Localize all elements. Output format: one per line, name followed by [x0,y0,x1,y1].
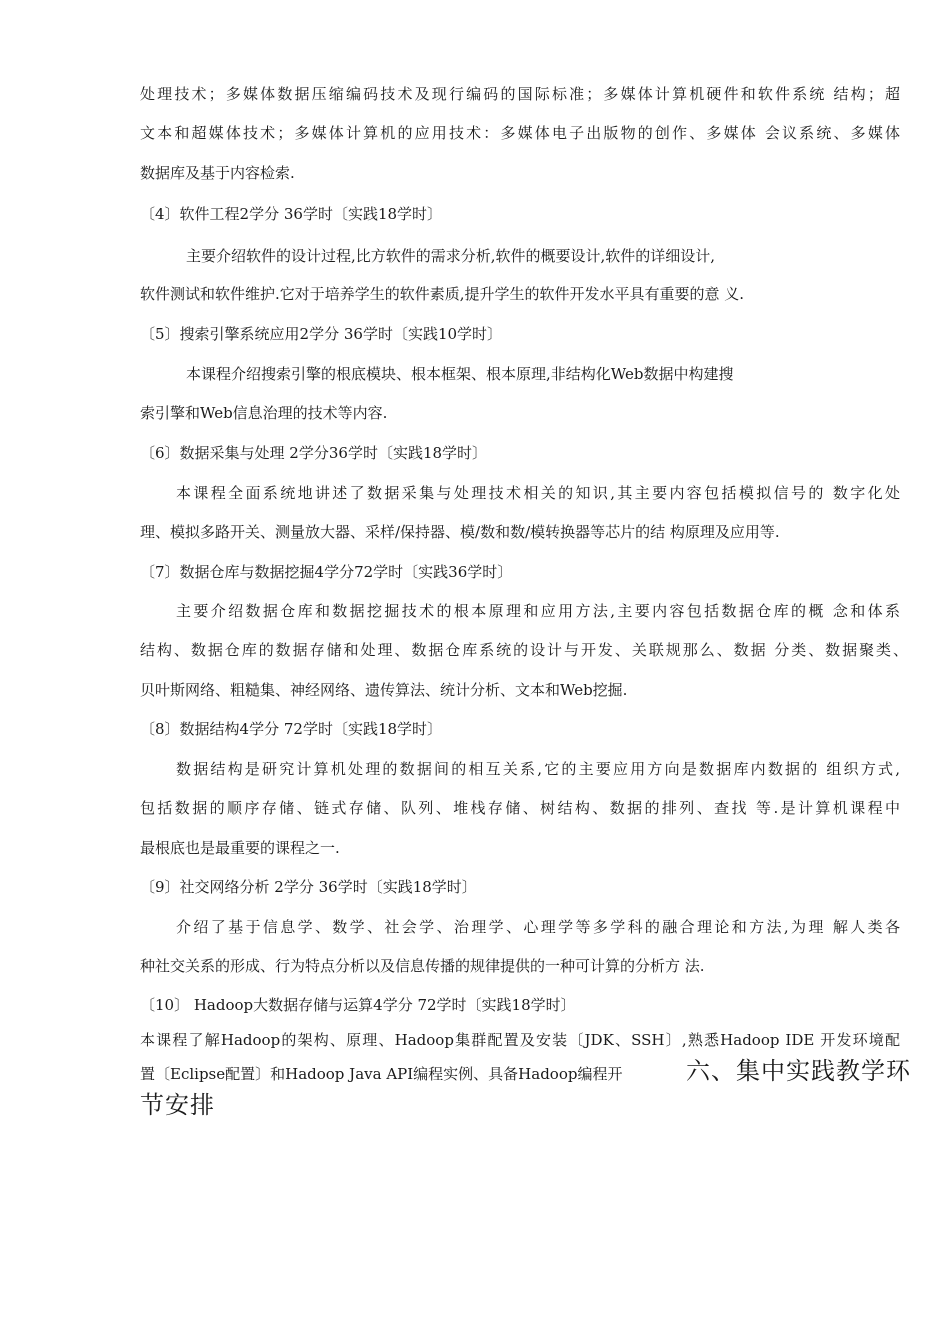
body-line: 贝叶斯网络、粗糙集、神经网络、遗传算法、统计分析、文本和Web挖掘. [140,681,628,699]
body-line: 主要介绍软件的设计过程,比方软件的需求分析,软件的概要设计,软件的详细设计, [186,247,716,265]
course-heading: 〔5〕搜索引擎系统应用2学分 36学时〔实践10学时〕 [140,325,503,343]
body-line: 置〔Eclipse配置〕和Hadoop Java API编程实例、具备Hadoop编程开 [140,1065,623,1083]
course-heading: 〔4〕软件工程2学分 36学时〔实践18学时〕 [140,205,443,223]
body-line: 文本和超媒体技术；多媒体计算机的应用技术：多媒体电子出版物的创作、多媒体 会议系统、多媒体 [140,124,900,142]
body-line: 数据库及基于内容检索. [140,164,295,182]
body-line: 索引擎和Web信息治理的技术等内容. [140,404,388,422]
body-line: 结构、数据仓库的数据存储和处理、数据仓库系统的设计与开发、关联规那么、数据 分类、数据聚类、 [140,641,908,659]
body-line: 本课程全面系统地讲述了数据采集与处理技术相关的知识,其主要内容包括模拟信号的 数字化处 [176,484,900,502]
body-line: 软件测试和软件维护.它对于培养学生的软件素质,提升学生的软件开发水平具有重要的意 义. [140,285,745,303]
body-line: 种社交关系的形成、行为特点分析以及信息传播的规律提供的一种可计算的分析方 法. [140,957,705,975]
body-line: 介绍了基于信息学、数学、社会学、治理学、心理学等多学科的融合理论和方法,为理 解人类各 [176,918,900,936]
course-heading: 〔9〕社交网络分析 2学分 36学时〔实践18学时〕 [140,878,477,896]
section-heading: 六、集中实践教学环 [686,1057,911,1085]
body-line: 本课程介绍搜索引擎的根底模块、根本框架、根本原理,非结构化Web数据中构建搜 [186,365,734,383]
body-line: 数据结构是研究计算机处理的数据间的相互关系,它的主要应用方向是数据库内数据的 组织方式, [176,760,900,778]
body-line: 主要介绍数据仓库和数据挖掘技术的根本原理和应用方法,主要内容包括数据仓库的概 念和体系 [176,602,900,620]
body-line: 处理技术；多媒体数据压缩编码技术及现行编码的国际标准；多媒体计算机硬件和软件系统 结构；超 [140,85,900,103]
course-heading: 〔10〕 Hadoop大数据存储与运算4学分 72学时〔实践18学时〕 [140,996,576,1014]
body-line: 最根底也是最重要的课程之一. [140,839,340,857]
body-line: 理、模拟多路开关、测量放大器、采样/保持器、模/数和数/模转换器等芯片的结 构原理及应用等. [140,523,780,541]
body-line: 本课程了解Hadoop的架构、原理、Hadoop集群配置及安装〔JDK、SSH〕,熟悉Hadoop IDE 开发环境配 [140,1031,900,1049]
course-heading: 〔8〕数据结构4学分 72学时〔实践18学时〕 [140,720,443,738]
body-line: 包括数据的顺序存储、链式存储、队列、堆栈存储、树结构、数据的排列、查找 等.是计算机课程中 [140,799,900,817]
course-heading: 〔7〕数据仓库与数据挖掘4学分72学时〔实践36学时〕 [140,563,513,581]
course-heading: 〔6〕数据采集与处理 2学分36学时〔实践18学时〕 [140,444,488,462]
section-heading: 节安排 [140,1091,215,1119]
